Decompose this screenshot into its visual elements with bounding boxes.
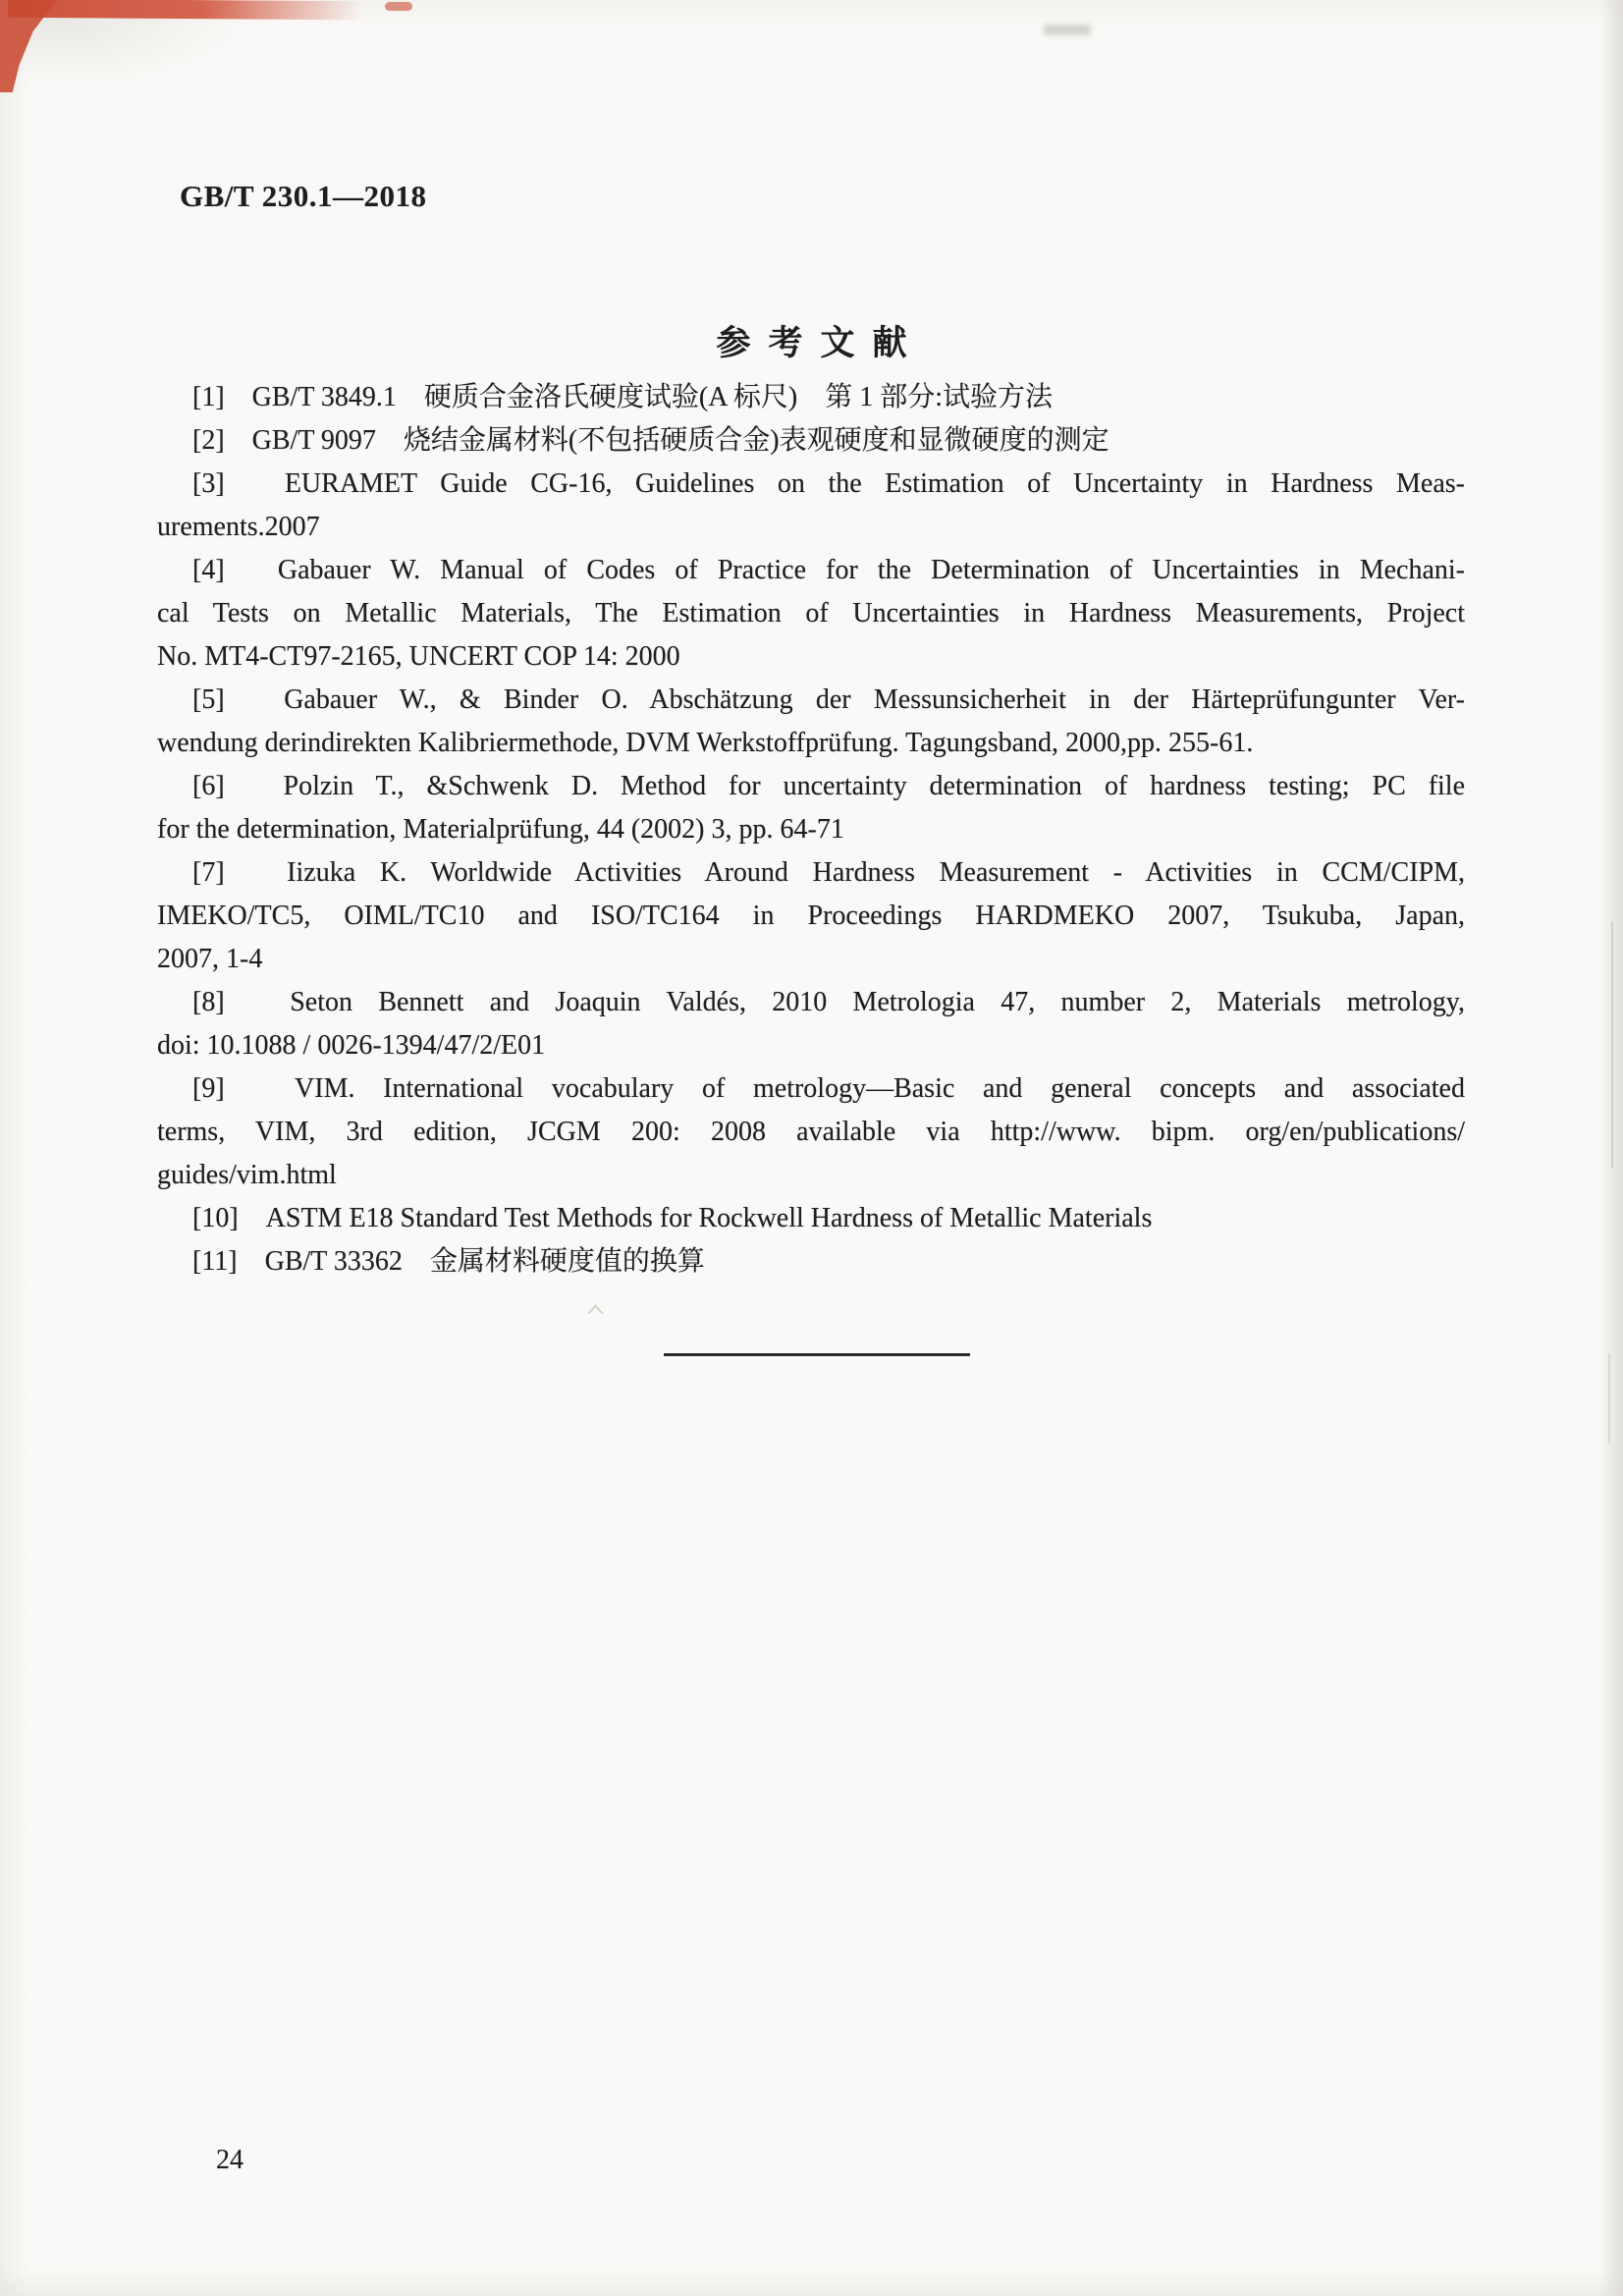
page-number: 24 [216, 2145, 243, 2175]
reference-item [157, 851, 1465, 981]
reference-item [157, 679, 1465, 765]
reference-line: [9] VIM. International vocabulary of metrology—Basic and general concepts and associated [192, 1073, 1465, 1104]
reference-line: IMEKO/TC5, OIML/TC10 and ISO/TC164 in Proceedings HARDMEKO 2007, Tsukuba, Japan, [157, 901, 1465, 931]
reference-line: [4] Gabauer W. Manual of Codes of Practice for the Determination of Uncertainties in Mechani- [192, 555, 1465, 585]
reference-item [157, 376, 1465, 419]
reference-line: [6] Polzin T., &Schwenk D. Method for uncertainty determination of hardness testing; PC file [192, 771, 1465, 801]
end-divider [664, 1353, 970, 1356]
reference-item [157, 1197, 1465, 1240]
reference-line: terms, VIM, 3rd edition, JCGM 200: 2008 available via http://www. bipm. org/en/publications/ [157, 1117, 1465, 1147]
reference-item [157, 419, 1465, 463]
scan-artifact-gray-smudge [1044, 25, 1091, 35]
reference-line: doi: 10.1088 / 0026-1394/47/2/E01 [157, 1030, 546, 1061]
reference-line: No. MT4-CT97-2165, UNCERT COP 14: 2000 [157, 641, 680, 672]
reference-line: [2] GB/T 9097 烧结金属材料(不包括硬质合金)表观硬度和显微硬度的测定 [192, 425, 1109, 456]
reference-item [157, 765, 1465, 851]
reference-line: [3] EURAMET Guide CG-16, Guidelines on the Estimation of Uncertainty in Hardness Meas- [192, 468, 1465, 499]
reference-line: cal Tests on Metallic Materials, The Estimation of Uncertainties in Hardness Measurements, Project [157, 598, 1465, 629]
scan-artifact-edge-line [1608, 1353, 1610, 1444]
scan-artifact-red-corner-mark [0, 0, 57, 92]
reference-item [157, 981, 1465, 1067]
reference-line: urements.2007 [157, 512, 320, 542]
scan-artifact-edge-line [1611, 921, 1613, 1169]
scan-artifact-red-streak [8, 0, 363, 20]
reference-line: [8] Seton Bennett and Joaquin Valdés, 2010 Metrologia 47, number 2, Materials metrology, [192, 987, 1465, 1017]
scan-artifact-pencil-caret [587, 1304, 604, 1314]
reference-item [157, 463, 1465, 549]
reference-line: [10] ASTM E18 Standard Test Methods for Rockwell Hardness of Metallic Materials [192, 1203, 1153, 1233]
references-list [157, 376, 1465, 1284]
reference-item [157, 1067, 1465, 1197]
reference-line: wendung derindirekten Kalibriermethode, DVM Werkstoffprüfung. Tagungsband, 2000,pp. 255-61. [157, 728, 1254, 758]
page-title: 参考文献 [716, 324, 925, 362]
reference-item [157, 1240, 1465, 1284]
reference-line: [7] Iizuka K. Worldwide Activities Around Hardness Measurement - Activities in CCM/CIPM, [192, 857, 1465, 888]
scan-artifact-red-dot [385, 2, 412, 11]
reference-line: 2007, 1-4 [157, 944, 263, 974]
reference-line: for the determination, Materialprüfung, 44 (2002) 3, pp. 64-71 [157, 814, 844, 845]
reference-item [157, 549, 1465, 679]
reference-line: [5] Gabauer W., & Binder O. Abschätzung der Messunsicherheit in der Härteprüfungunter Ver- [192, 684, 1465, 715]
reference-line: [11] GB/T 33362 金属材料硬度值的换算 [192, 1246, 705, 1277]
reference-line: [1] GB/T 3849.1 硬质合金洛氏硬度试验(A 标尺) 第 1 部分:试验方法 [192, 382, 1054, 412]
standard-code: GB/T 230.1—2018 [180, 179, 427, 213]
reference-line: guides/vim.html [157, 1160, 337, 1190]
